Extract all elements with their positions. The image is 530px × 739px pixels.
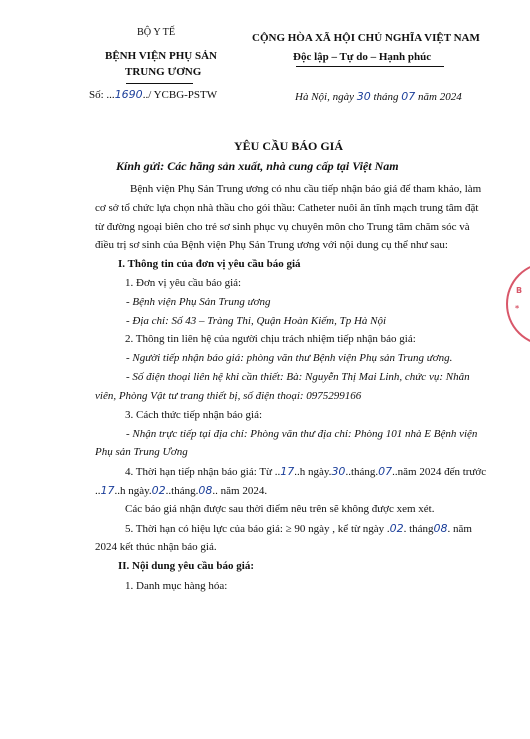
- validity-month: 08: [433, 522, 448, 535]
- intro-line-2: cơ sở tổ chức lựa chọn nhà thầu cho gói thầu: Catheter nuôi ăn tĩnh mạch trung tâm đặt: [95, 202, 479, 214]
- official-seal-stamp: B *: [506, 262, 530, 346]
- receipt-deadline-line-1: [125, 465, 486, 478]
- deadline-text-c: ..tháng.: [345, 466, 379, 478]
- document-number-suffix: ../ YCBG-PSTW: [142, 89, 218, 101]
- date-mid: tháng: [373, 91, 399, 103]
- deadline-hour-from: 17: [280, 465, 295, 478]
- date-prefix: Hà Nội, ngày: [295, 91, 354, 103]
- intro-line-3: từ đường ngoại biên cho trẻ sơ sinh phục vụ chuyên môn cho Trung tâm chăm sóc và: [95, 221, 470, 233]
- intro-line-4: điều trị sơ sinh của Bệnh viện Phụ Sản Trung ương với nội dung cụ thể như sau:: [95, 239, 448, 251]
- deadline-text-b: ..h ngày.: [294, 466, 332, 478]
- intro-line-1: Bệnh viện Phụ Sản Trung ương có nhu cầu tiếp nhận báo giá để tham khảo, làm: [130, 183, 482, 195]
- validity-line-2: 2024 kết thúc nhận báo giá.: [95, 541, 217, 553]
- validity-line-1: [125, 522, 472, 535]
- deadline-text-a: 4. Thời hạn tiếp nhận báo giá: Từ ..: [125, 466, 281, 478]
- requesting-unit: - Bệnh viện Phụ Sản Trung ương: [126, 296, 271, 308]
- section-2-item-1: 1. Danh mục hàng hóa:: [125, 580, 228, 592]
- document-number-prefix: Số: ...: [89, 89, 115, 101]
- deadline-text-e: ..: [95, 485, 101, 497]
- quote-receiver: - Người tiếp nhận báo giá: phòng văn thư Bệnh viện Phụ sản Trung ương.: [126, 352, 453, 364]
- hospital-name-line1: BỆNH VIỆN PHỤ SẢN: [105, 50, 217, 62]
- country-name: CỘNG HÒA XÃ HỘI CHỦ NGHĨA VIỆT NAM: [252, 32, 480, 44]
- deadline-hour-to: 17: [100, 484, 115, 497]
- contact-phone-line-2: viên, Phòng Vật tư trang thiết bị, số điện thoại: 0975299166: [95, 390, 362, 402]
- validity-text-c: . năm: [447, 523, 472, 535]
- document-title: YÊU CẦU BÁO GIÁ: [234, 139, 344, 153]
- document-number-handwritten: 1690: [114, 88, 143, 101]
- validity-day: 02: [389, 522, 404, 535]
- section-2-heading: II. Nội dung yêu cầu báo giá:: [118, 560, 255, 572]
- issue-date: [295, 90, 462, 103]
- deadline-text-d: ..năm 2024 đến trước: [392, 466, 487, 478]
- date-day-handwritten: 30: [356, 90, 371, 103]
- section-1-item-1: 1. Đơn vị yêu cầu báo giá:: [125, 277, 242, 289]
- late-quote-note: Các báo giá nhận được sau thời điểm nêu trên sẽ không được xem xét.: [125, 503, 435, 515]
- validity-text-a: 5. Thời hạn có hiệu lực của báo giá: ≥ 90 ngày , kể từ ngày .: [125, 523, 390, 535]
- receipt-method-line-1: - Nhận trực tiếp tại địa chỉ: Phòng văn thư địa chỉ: Phòng 101 nhà E Bệnh viện: [126, 428, 478, 440]
- section-1-item-2: 2. Thông tin liên hệ của người chịu trách nhiệm tiếp nhận báo giá:: [125, 333, 416, 345]
- validity-text-b: . tháng: [403, 523, 434, 535]
- motto-underline: [296, 66, 444, 67]
- addressee: Kính gửi: Các hãng sản xuất, nhà cung cấp tại Việt Nam: [116, 159, 399, 173]
- deadline-day-from: 30: [331, 465, 346, 478]
- deadline-text-g: ..tháng.: [165, 485, 199, 497]
- header-left-divider: [126, 83, 193, 84]
- deadline-text-h: .. năm 2024.: [212, 485, 268, 497]
- contact-phone-line-1: - Số điện thoại liên hệ khi cần thiết: Bà: Nguyễn Thị Mai Linh, chức vụ: Nhân: [126, 371, 470, 383]
- document-number: [89, 88, 217, 101]
- receipt-deadline-line-2: [95, 484, 267, 497]
- date-suffix: năm 2024: [418, 91, 462, 103]
- section-1-heading: I. Thông tin của đơn vị yêu cầu báo giá: [118, 258, 301, 270]
- section-1-item-3: 3. Cách thức tiếp nhận báo giá:: [125, 409, 263, 421]
- requesting-unit-address: - Địa chỉ: Số 43 – Tràng Thi, Quận Hoàn Kiếm, Tp Hà Nội: [126, 315, 387, 327]
- hospital-name-line2: TRUNG ƯƠNG: [125, 66, 202, 78]
- deadline-month-to: 08: [198, 484, 213, 497]
- deadline-month-from: 07: [378, 465, 393, 478]
- deadline-text-f: ..h ngày.: [114, 485, 152, 497]
- receipt-method-line-2: Phụ sản Trung Ương: [95, 446, 188, 458]
- ministry-name: BỘ Y TẾ: [137, 27, 176, 38]
- deadline-day-to: 02: [151, 484, 166, 497]
- date-month-handwritten: 07: [401, 90, 416, 103]
- national-motto: Độc lập – Tự do – Hạnh phúc: [293, 51, 432, 63]
